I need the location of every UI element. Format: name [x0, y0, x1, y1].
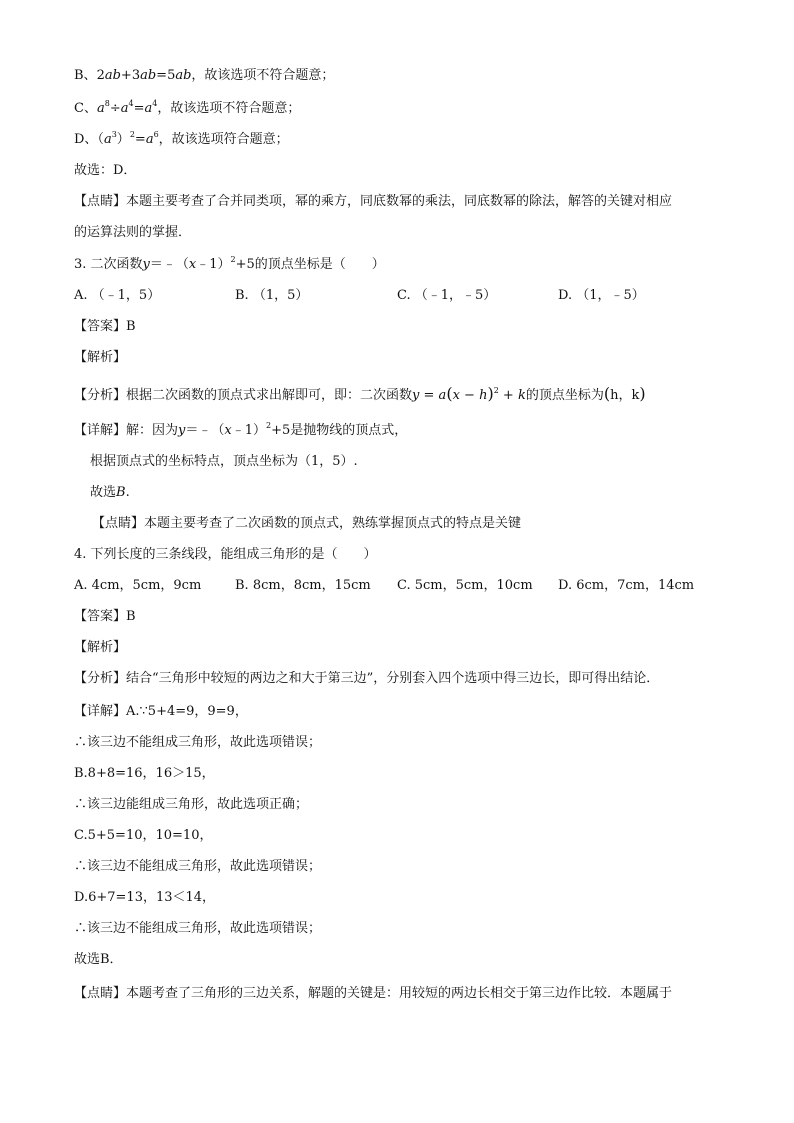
q3-option-b: B. （1，5） — [235, 288, 309, 303]
q2-dianjing-line1: 【点睛】本题主要考查了合并同类项，幂的乘方，同底数幂的乘法，同底数幂的除法，解答的关键对相应 — [74, 194, 673, 209]
q4-detail-3: B.8+8=16，16＞15， — [74, 766, 215, 781]
q3-option-a: A. （﹣1，5） — [74, 288, 161, 303]
q4-jiexi: 【解析】 — [74, 640, 127, 655]
q3-xiangjie-line3: 故选B. — [90, 485, 130, 500]
vertex-form-formula: $y = a(x - h)^2 + k$ — [412, 384, 526, 403]
question-4-stem: 4. 下列长度的三条线段，能组成三角形的是（ ） — [74, 547, 377, 562]
q4-detail-7: D.6+7=13，13＜14， — [74, 890, 216, 905]
q4-answer: 【答案】B — [74, 609, 136, 624]
q4-option-b: B. 8cm，8cm，15cm — [235, 578, 371, 593]
q4-fenxi: 【分析】结合“三角形中较短的两边之和大于第三边”，分别套入四个选项中得三边长，即可得出结论． — [74, 671, 660, 686]
q4-option-c: C. 5cm，5cm，10cm — [397, 578, 533, 593]
option-b-explanation: B、2ab+3ab=5ab，故该选项不符合题意； — [74, 68, 335, 83]
q4-option-a: A. 4cm，5cm，9cm — [74, 578, 202, 593]
q2-dianjing-line2: 的运算法则的掌握． — [74, 225, 192, 240]
q4-detail-6: ∴该三边不能组成三角形，故此选项错误； — [74, 859, 322, 874]
q4-detail-9: 故选B． — [74, 952, 123, 967]
q4-detail-2: ∴该三边不能组成三角形，故此选项错误； — [74, 735, 322, 750]
q3-answer: 【答案】B — [74, 319, 136, 334]
q3-fenxi: 【分析】根据二次函数的顶点式求出解即可，即：二次函数$y = a(x - h)^2 + k$的顶点坐标为(h，k) — [74, 384, 646, 403]
question-3-stem: 3. 二次函数y＝﹣（x﹣1）$^2$+5的顶点坐标是（ ） — [74, 255, 385, 272]
q4-detail-8: ∴该三边不能组成三角形，故此选项错误； — [74, 921, 322, 936]
q3-option-d: D. （1，﹣5） — [558, 288, 645, 303]
q4-detail-1: 【详解】A.∵5+4=9，9=9， — [74, 704, 248, 719]
q4-option-d: D. 6cm，7cm，14cm — [558, 578, 695, 593]
q3-xiangjie: 【详解】解：因为y＝﹣（x﹣1）$^2$+5是抛物线的顶点式， — [74, 421, 408, 438]
q3-dianjing: 【点睛】本题主要考查了二次函数的顶点式，熟练掌握顶点式的特点是关键 — [92, 516, 522, 531]
q3-jiexi: 【解析】 — [74, 350, 127, 365]
q2-choice: 故选：D． — [74, 163, 137, 178]
q4-detail-5: C.5+5=10，10=10， — [74, 828, 213, 843]
q4-dianjing: 【点睛】本题考查了三角形的三边关系，解题的关键是：用较短的两边长相交于第三边作比较．本题属于 — [74, 986, 673, 1001]
option-c-explanation: C、$a^8\div a^4=a^4$，故该选项不符合题意； — [74, 99, 301, 116]
q3-option-c: C. （﹣1，﹣5） — [397, 288, 497, 303]
q4-detail-4: ∴该三边能组成三角形，故此选项正确； — [74, 797, 309, 812]
q3-xiangjie-line2: 根据顶点式的坐标特点，顶点坐标为（1，5）. — [90, 454, 358, 469]
option-d-explanation: D、$(a^3)^2=a^6$，故该选项符合题意； — [74, 130, 289, 147]
